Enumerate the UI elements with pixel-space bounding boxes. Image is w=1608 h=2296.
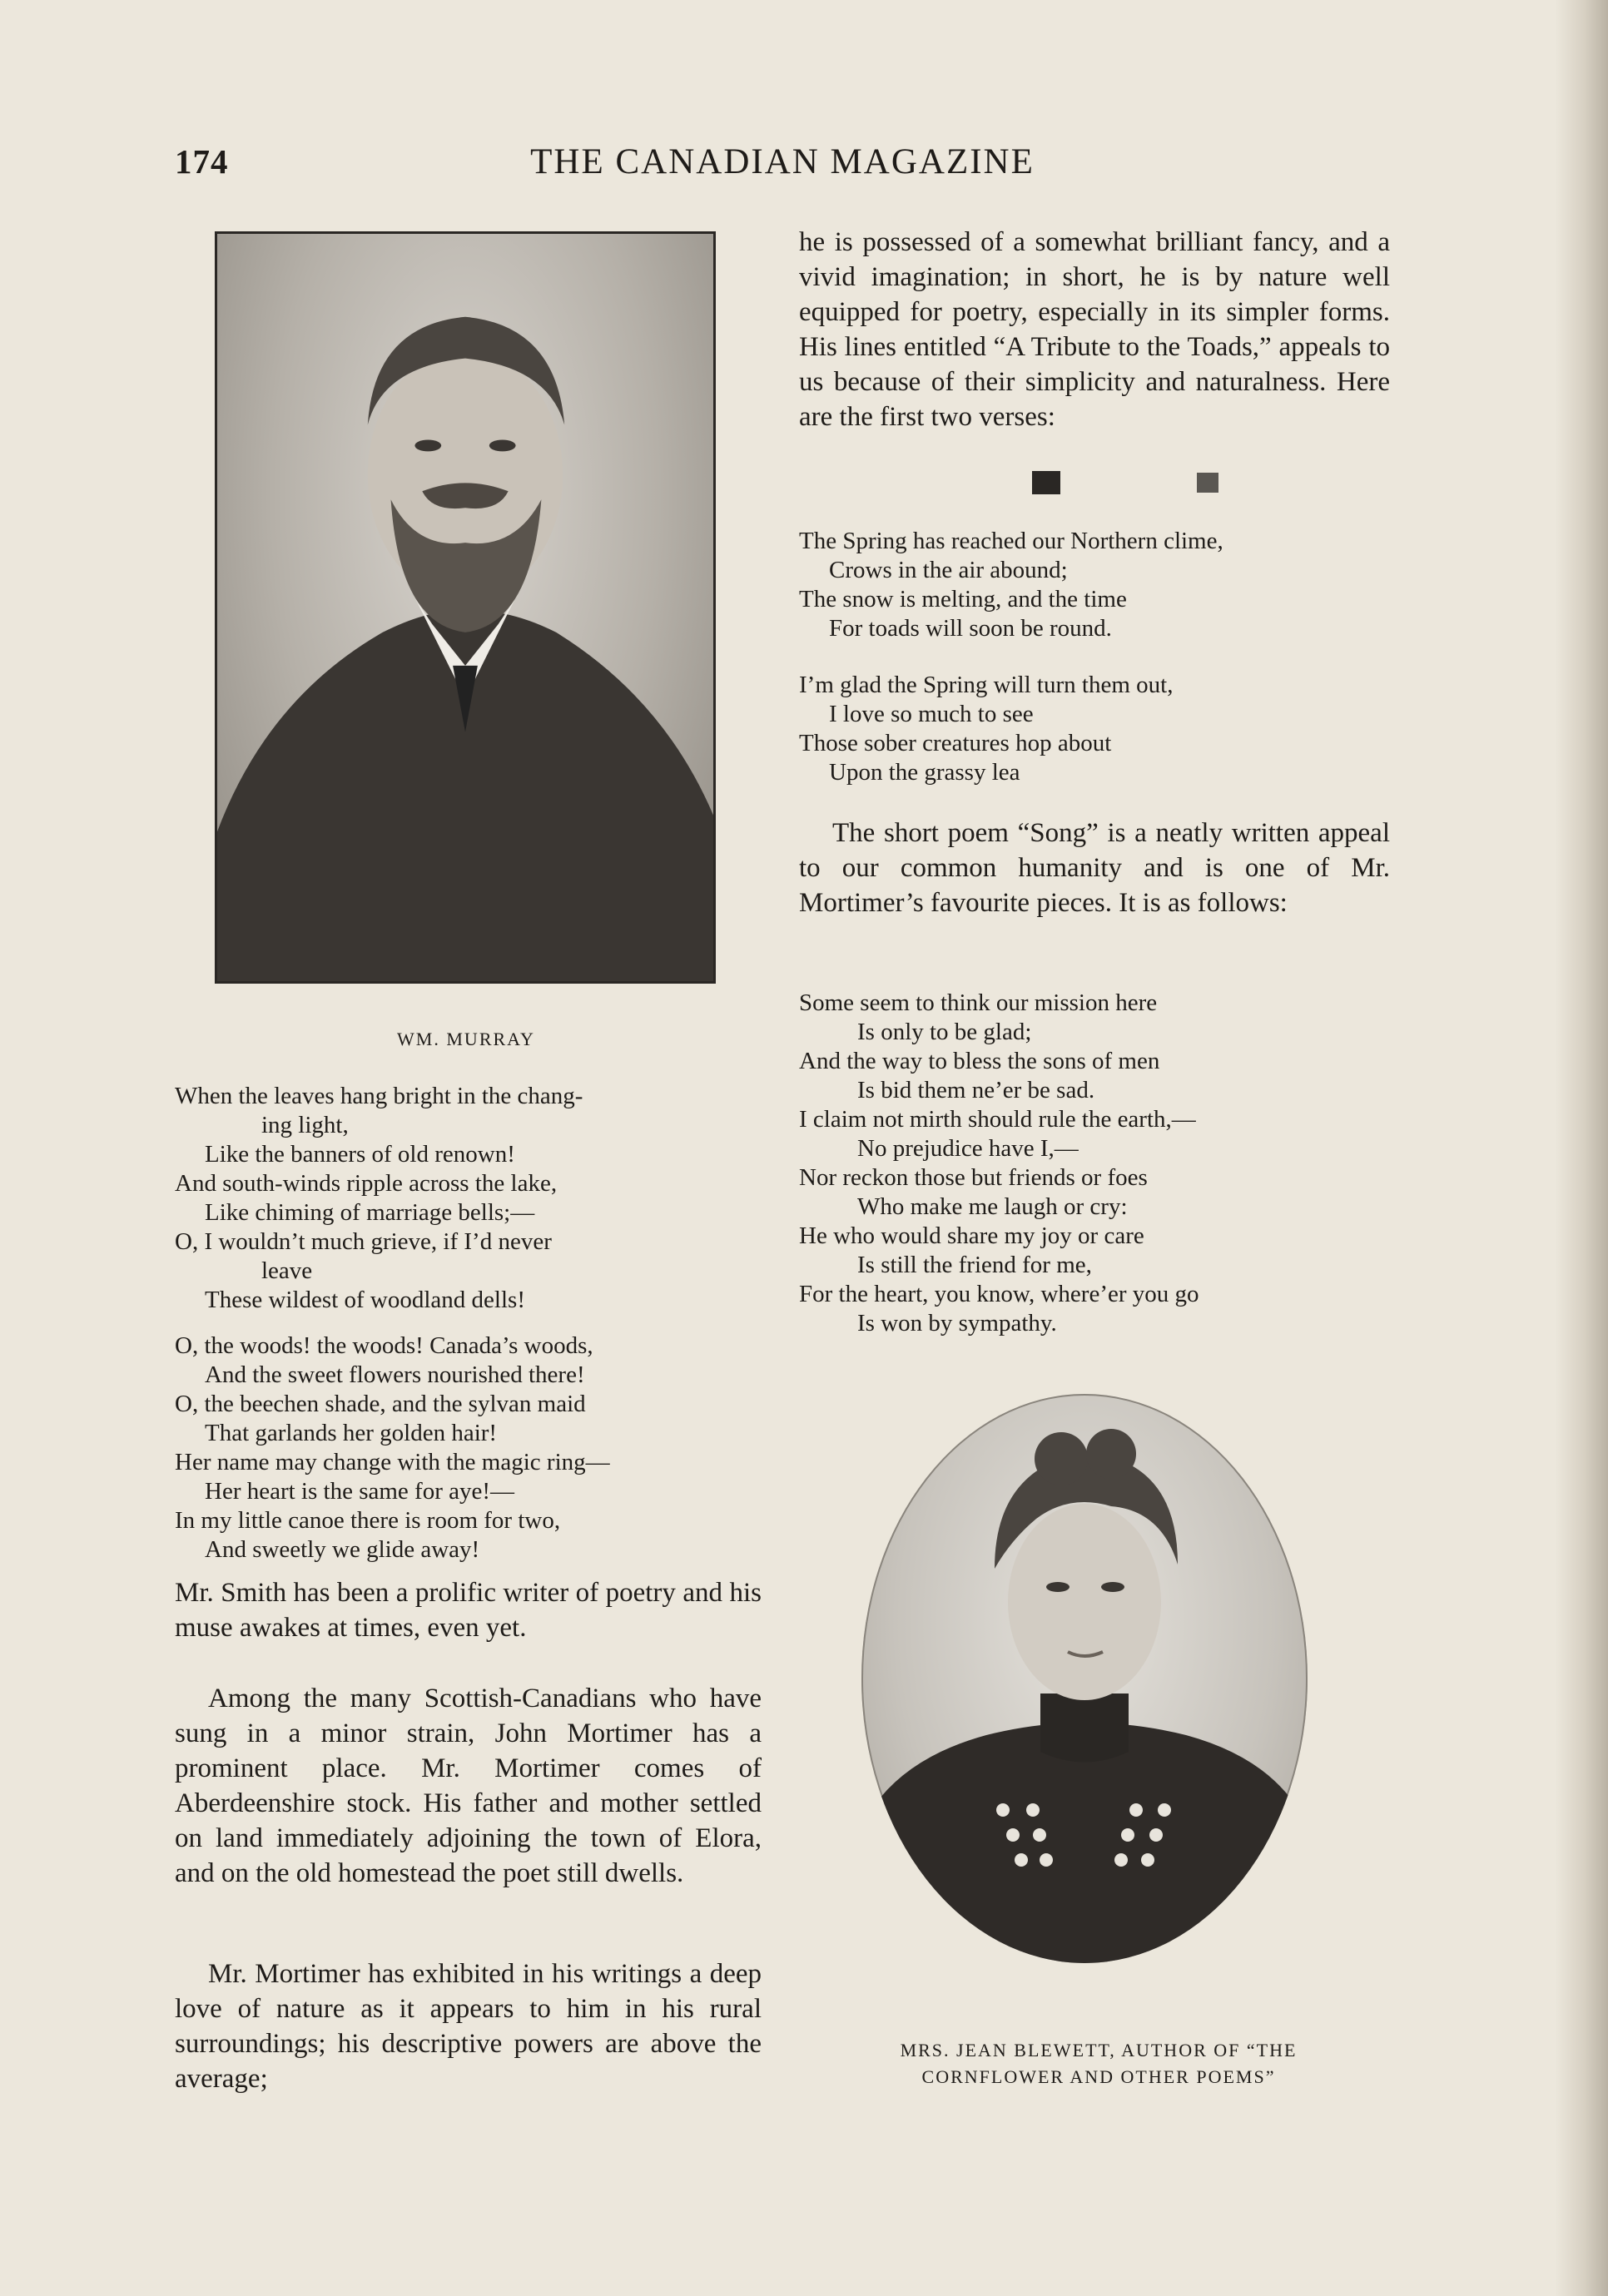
page-header (175, 141, 1390, 191)
ink-blot (1197, 473, 1218, 493)
verse-line: Like the banners of old renown! (205, 1141, 515, 1168)
verse-line: Is bid them ne’er be sad. (857, 1077, 1095, 1103)
portrait-murray-drawing (217, 234, 713, 981)
verse-line: leave (261, 1257, 313, 1284)
verse-line: Nor reckon those but friends or foes (799, 1164, 1148, 1191)
verse-line: I’m glad the Spring will turn them out, (799, 672, 1174, 698)
verse-line: O, the woods! the woods! Canada’s woods, (175, 1332, 593, 1359)
verse-line: Is won by sympathy. (857, 1310, 1057, 1336)
poem-woodland-stanza1 (175, 1082, 762, 1315)
verse-line: O, I wouldn’t much grieve, if I’d never (175, 1228, 552, 1255)
portrait-photo-blewett (861, 1394, 1308, 1963)
verse-line: I claim not mirth should rule the earth,— (799, 1106, 1196, 1133)
verse-line: O, the beechen shade, and the sylvan maid (175, 1391, 586, 1417)
verse-line: Some seem to think our mission here (799, 989, 1158, 1016)
verse-line: And the way to bless the sons of men (799, 1048, 1160, 1074)
verse-line: And the sweet flowers nourished there! (205, 1361, 585, 1388)
verse-line: When the leaves hang bright in the chang- (175, 1083, 583, 1109)
verse-line: Upon the grassy lea (829, 759, 1020, 786)
verse-line: Is only to be glad; (857, 1019, 1032, 1045)
ink-blot (1032, 471, 1060, 494)
verse-line: For toads will soon be round. (829, 615, 1112, 642)
verse-line: I love so much to see (829, 701, 1034, 727)
verse-line: And south-winds ripple across the lake, (175, 1170, 558, 1197)
verse-line: Those sober creatures hop about (799, 730, 1112, 756)
portrait-caption-murray: WM. MURRAY (397, 1029, 535, 1049)
verse-line: For the heart, you know, where’er you go (799, 1281, 1199, 1307)
verse-line: No prejudice have I,— (857, 1135, 1079, 1162)
verse-line: These wildest of woodland dells! (205, 1287, 525, 1313)
portrait-caption-blewett (799, 2037, 1398, 2090)
poem-toads-stanza2 (799, 671, 1390, 787)
verse-line: Crows in the air abound; (829, 557, 1068, 583)
portrait-photo-murray (215, 231, 716, 984)
paragraph-mortimer-intro: Among the many Scottish-Canadians who have sung in a minor strain, John Mortimer has a prominent place. Mr. Mortimer comes of Aberdeenshire stock. His father and mother settled on land immediately adjoining the town of Elora, and on the old homestead the poet still dwells. (175, 1684, 762, 1888)
verse-line: Who make me laugh or cry: (857, 1193, 1128, 1220)
verse-line: Her name may change with the magic ring— (175, 1449, 610, 1475)
paragraph-song-intro: The short poem “Song” is a neatly written appeal to our common humanity and is one of Mr. Mortimer’s favourite pieces. It is as follows: (799, 818, 1390, 918)
verse-line: The snow is melting, and the time (799, 586, 1127, 612)
portrait-blewett-drawing (861, 1394, 1308, 1963)
verse-line: And sweetly we glide away! (205, 1536, 480, 1563)
poem-toads-stanza1 (799, 527, 1390, 643)
verse-line: The Spring has reached our Northern clime, (799, 528, 1223, 554)
verse-line: In my little canoe there is room for two, (175, 1507, 561, 1534)
poem-woodland-stanza2 (175, 1331, 762, 1565)
page-number: 174 (175, 142, 229, 181)
paragraph-mortimer-fancy: he is possessed of a somewhat brilliant fancy, and a vivid imagination; in short, he is by nature well equipped for poetry, especially in its simpler forms. His lines entitled “A Tribute to the Toads,” appeals to us because of their simplicity and naturalness. Here are the first two verses: (799, 227, 1390, 432)
verse-line: Like chiming of marriage bells;— (205, 1199, 535, 1226)
caption-line: MRS. JEAN BLEWETT, AUTHOR OF “THE (900, 2040, 1298, 2060)
running-title: THE CANADIAN MAGAZINE (530, 142, 1035, 181)
verse-line: That garlands her golden hair! (205, 1420, 498, 1446)
paragraph-mortimer-nature: Mr. Mortimer has exhibited in his writings a deep love of nature as it appears to him in his rural surroundings; his descriptive powers are above the average; (175, 1959, 762, 2094)
poem-song (799, 989, 1390, 1338)
verse-line: Is still the friend for me, (857, 1252, 1092, 1278)
caption-line: CORNFLOWER AND OTHER POEMS” (921, 2066, 1276, 2087)
page-edge-shadow (1555, 0, 1608, 2296)
paragraph-smith-prolific: Mr. Smith has been a prolific writer of poetry and his muse awakes at times, even yet. (175, 1578, 762, 1643)
verse-line: He who would share my joy or care (799, 1222, 1144, 1249)
verse-line: ing light, (261, 1112, 349, 1138)
verse-line: Her heart is the same for aye!— (205, 1478, 515, 1505)
